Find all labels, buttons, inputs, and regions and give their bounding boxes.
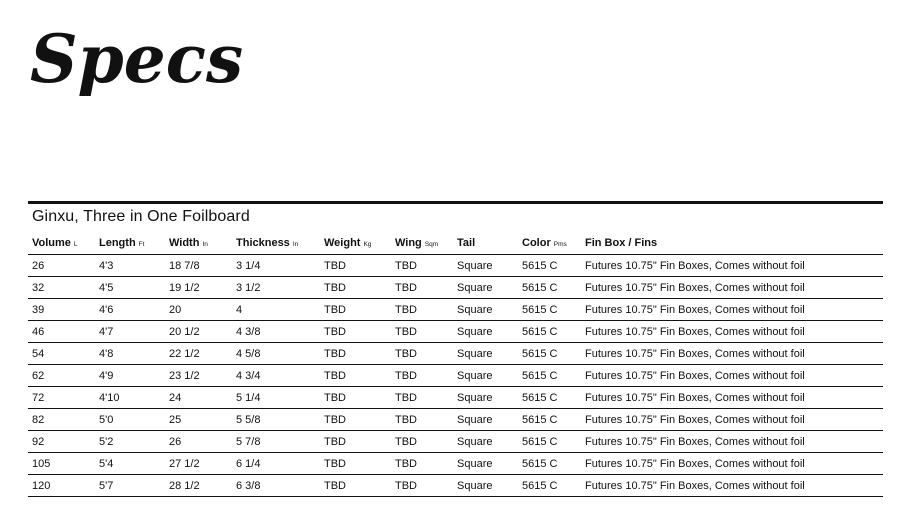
cell-wing: TBD xyxy=(391,453,453,475)
table-row xyxy=(28,453,883,475)
column-header-label: Weight xyxy=(324,237,361,249)
cell-tail: Square xyxy=(453,321,518,343)
table-row xyxy=(28,365,883,387)
column-header-label: Width xyxy=(169,237,200,249)
cell-volume: 26 xyxy=(28,255,95,277)
cell-color: 5615 C xyxy=(518,409,581,431)
cell-fin-box: Futures 10.75" Fin Boxes, Comes without foil xyxy=(581,299,883,321)
specs-logo-text: Specs xyxy=(30,20,244,98)
cell-tail: Square xyxy=(453,409,518,431)
cell-width: 27 1/2 xyxy=(165,453,232,475)
cell-fin-box: Futures 10.75" Fin Boxes, Comes without foil xyxy=(581,431,883,453)
cell-width: 26 xyxy=(165,431,232,453)
cell-wing: TBD xyxy=(391,387,453,409)
cell-width: 28 1/2 xyxy=(165,475,232,497)
cell-color: 5615 C xyxy=(518,475,581,497)
table-row xyxy=(28,255,883,277)
cell-fin-box: Futures 10.75" Fin Boxes, Comes without foil xyxy=(581,387,883,409)
cell-wing: TBD xyxy=(391,365,453,387)
cell-fin-box: Futures 10.75" Fin Boxes, Comes without foil xyxy=(581,475,883,497)
cell-wing: TBD xyxy=(391,277,453,299)
cell-thickness: 3 1/2 xyxy=(232,277,320,299)
cell-volume: 46 xyxy=(28,321,95,343)
cell-tail: Square xyxy=(453,299,518,321)
cell-wing: TBD xyxy=(391,299,453,321)
column-header-fin-box xyxy=(581,232,883,255)
column-header-volume xyxy=(28,232,95,255)
cell-volume: 92 xyxy=(28,431,95,453)
cell-wing: TBD xyxy=(391,321,453,343)
column-header-unit: Pms xyxy=(553,241,567,248)
cell-tail: Square xyxy=(453,387,518,409)
cell-thickness: 4 3/4 xyxy=(232,365,320,387)
cell-width: 23 1/2 xyxy=(165,365,232,387)
column-header-unit: Sqm xyxy=(424,241,439,248)
cell-width: 18 7/8 xyxy=(165,255,232,277)
cell-wing: TBD xyxy=(391,255,453,277)
cell-weight: TBD xyxy=(320,475,391,497)
cell-volume: 120 xyxy=(28,475,95,497)
cell-wing: TBD xyxy=(391,409,453,431)
cell-weight: TBD xyxy=(320,321,391,343)
cell-width: 24 xyxy=(165,387,232,409)
table-row xyxy=(28,299,883,321)
column-header-tail xyxy=(453,232,518,255)
cell-thickness: 5 7/8 xyxy=(232,431,320,453)
cell-weight: TBD xyxy=(320,453,391,475)
cell-length: 4'8 xyxy=(95,343,165,365)
cell-width: 20 xyxy=(165,299,232,321)
specs-table xyxy=(28,232,883,497)
table-row xyxy=(28,343,883,365)
cell-length: 5'0 xyxy=(95,409,165,431)
board-title: Ginxu, Three in One Foilboard xyxy=(32,208,250,225)
table-body xyxy=(28,255,883,497)
column-header-unit: L xyxy=(73,241,78,248)
cell-length: 4'5 xyxy=(95,277,165,299)
cell-tail: Square xyxy=(453,453,518,475)
cell-weight: TBD xyxy=(320,409,391,431)
column-header-label: Color xyxy=(522,237,551,249)
cell-tail: Square xyxy=(453,277,518,299)
table-row xyxy=(28,475,883,497)
cell-tail: Square xyxy=(453,255,518,277)
cell-wing: TBD xyxy=(391,343,453,365)
cell-weight: TBD xyxy=(320,387,391,409)
cell-color: 5615 C xyxy=(518,431,581,453)
table-row xyxy=(28,431,883,453)
cell-weight: TBD xyxy=(320,343,391,365)
cell-fin-box: Futures 10.75" Fin Boxes, Comes without foil xyxy=(581,409,883,431)
cell-thickness: 6 3/8 xyxy=(232,475,320,497)
cell-weight: TBD xyxy=(320,277,391,299)
column-header-unit: In xyxy=(202,241,208,248)
cell-fin-box: Futures 10.75" Fin Boxes, Comes without foil xyxy=(581,453,883,475)
cell-thickness: 5 1/4 xyxy=(232,387,320,409)
cell-tail: Square xyxy=(453,343,518,365)
cell-thickness: 3 1/4 xyxy=(232,255,320,277)
cell-width: 22 1/2 xyxy=(165,343,232,365)
cell-color: 5615 C xyxy=(518,321,581,343)
cell-length: 5'2 xyxy=(95,431,165,453)
column-header-label: Fin Box / Fins xyxy=(585,237,658,249)
column-header-label: Thickness xyxy=(236,237,290,249)
column-header-label: Wing xyxy=(395,237,422,249)
column-header-unit: In xyxy=(292,241,299,248)
cell-length: 4'7 xyxy=(95,321,165,343)
cell-thickness: 4 5/8 xyxy=(232,343,320,365)
cell-tail: Square xyxy=(453,475,518,497)
column-header-color xyxy=(518,232,581,255)
cell-thickness: 4 xyxy=(232,299,320,321)
column-header-unit: Ft xyxy=(138,241,145,248)
column-header-unit: Kg xyxy=(363,241,372,248)
cell-thickness: 4 3/8 xyxy=(232,321,320,343)
cell-length: 4'3 xyxy=(95,255,165,277)
cell-tail: Square xyxy=(453,365,518,387)
column-header-length xyxy=(95,232,165,255)
cell-length: 5'7 xyxy=(95,475,165,497)
cell-fin-box: Futures 10.75" Fin Boxes, Comes without foil xyxy=(581,321,883,343)
cell-wing: TBD xyxy=(391,475,453,497)
table-row xyxy=(28,277,883,299)
cell-color: 5615 C xyxy=(518,365,581,387)
cell-length: 4'6 xyxy=(95,299,165,321)
column-header-label: Volume xyxy=(32,237,71,249)
cell-volume: 105 xyxy=(28,453,95,475)
cell-fin-box: Futures 10.75" Fin Boxes, Comes without foil xyxy=(581,255,883,277)
cell-color: 5615 C xyxy=(518,453,581,475)
cell-volume: 32 xyxy=(28,277,95,299)
cell-length: 4'9 xyxy=(95,365,165,387)
cell-color: 5615 C xyxy=(518,299,581,321)
cell-color: 5615 C xyxy=(518,277,581,299)
cell-width: 19 1/2 xyxy=(165,277,232,299)
table-header-row xyxy=(28,232,883,255)
cell-wing: TBD xyxy=(391,431,453,453)
cell-color: 5615 C xyxy=(518,387,581,409)
specs-logo xyxy=(28,10,244,105)
cell-fin-box: Futures 10.75" Fin Boxes, Comes without foil xyxy=(581,343,883,365)
cell-color: 5615 C xyxy=(518,255,581,277)
cell-weight: TBD xyxy=(320,431,391,453)
cell-width: 25 xyxy=(165,409,232,431)
cell-volume: 39 xyxy=(28,299,95,321)
column-header-width xyxy=(165,232,232,255)
cell-length: 4'10 xyxy=(95,387,165,409)
table-row xyxy=(28,387,883,409)
cell-tail: Square xyxy=(453,431,518,453)
cell-thickness: 6 1/4 xyxy=(232,453,320,475)
cell-weight: TBD xyxy=(320,255,391,277)
cell-fin-box: Futures 10.75" Fin Boxes, Comes without foil xyxy=(581,365,883,387)
cell-fin-box: Futures 10.75" Fin Boxes, Comes without foil xyxy=(581,277,883,299)
column-header-weight xyxy=(320,232,391,255)
column-header-thickness xyxy=(232,232,320,255)
cell-volume: 72 xyxy=(28,387,95,409)
column-header-label: Tail xyxy=(457,237,476,249)
cell-color: 5615 C xyxy=(518,343,581,365)
cell-length: 5'4 xyxy=(95,453,165,475)
top-rule xyxy=(28,201,883,204)
cell-weight: TBD xyxy=(320,365,391,387)
cell-volume: 62 xyxy=(28,365,95,387)
column-header-wing xyxy=(391,232,453,255)
cell-weight: TBD xyxy=(320,299,391,321)
cell-volume: 54 xyxy=(28,343,95,365)
table-row xyxy=(28,409,883,431)
cell-volume: 82 xyxy=(28,409,95,431)
cell-thickness: 5 5/8 xyxy=(232,409,320,431)
column-header-label: Length xyxy=(99,237,136,249)
cell-width: 20 1/2 xyxy=(165,321,232,343)
table-row xyxy=(28,321,883,343)
